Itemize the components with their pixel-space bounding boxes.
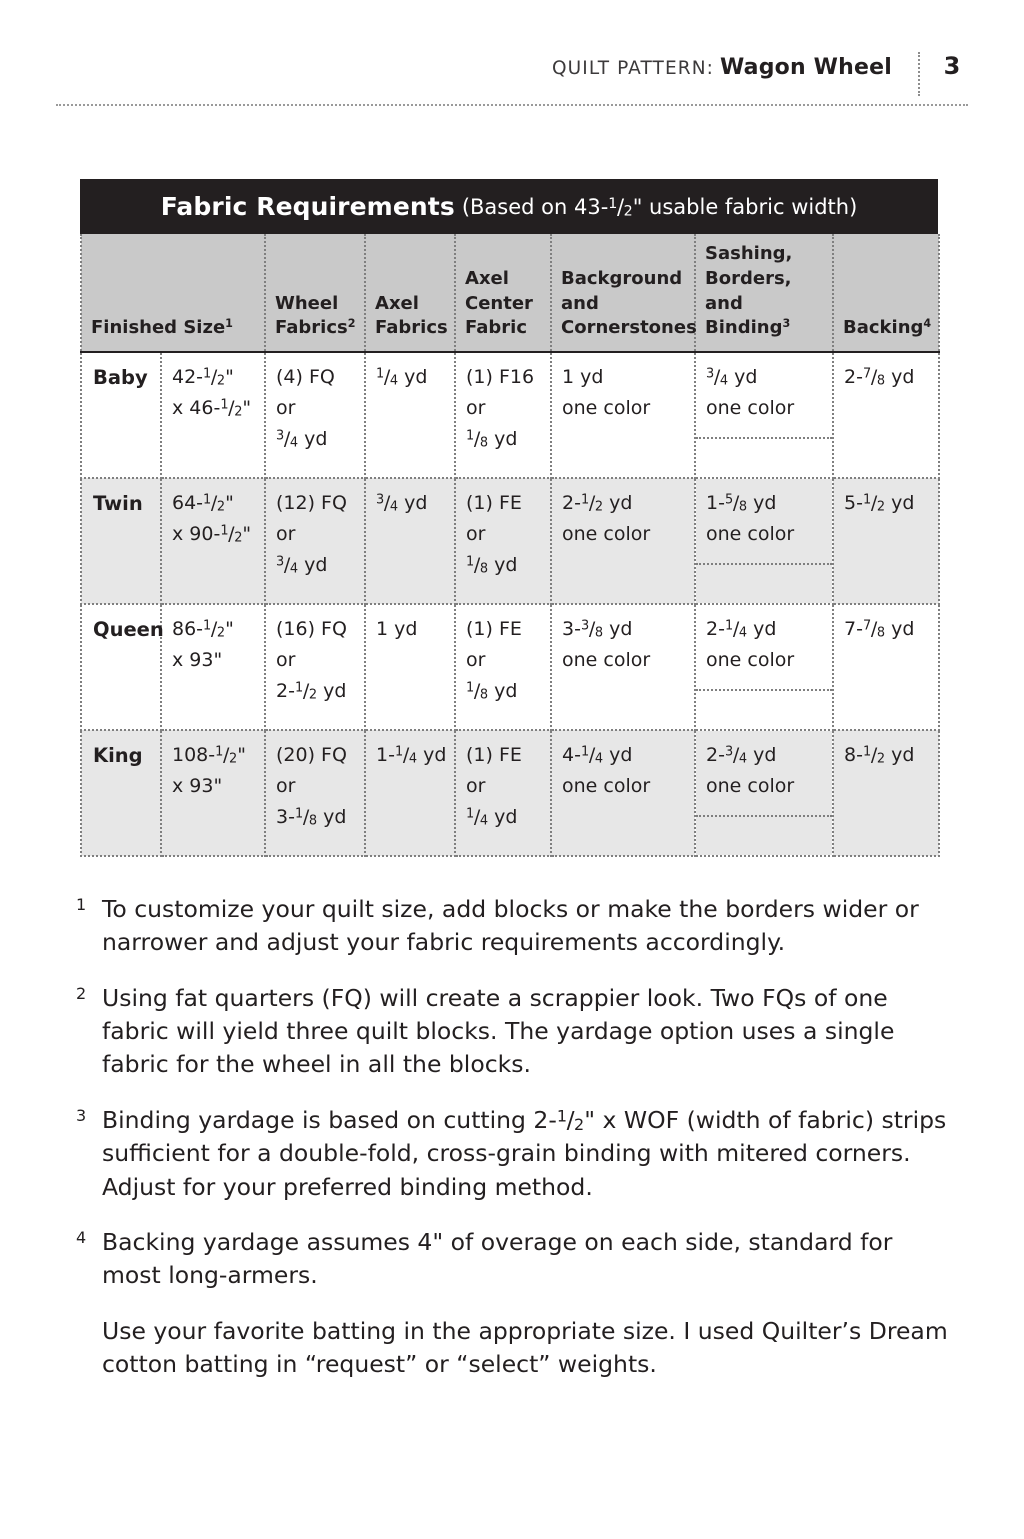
- cell-line: $3-^3/_8$ yd: [562, 618, 633, 641]
- col-header-background-cornerstones-label: Background and Cornerstones: [561, 267, 697, 339]
- sashing-sub-divider: [696, 689, 832, 691]
- cell-line: (1) FE: [466, 618, 522, 641]
- table-title: Fabric Requirements: [160, 192, 455, 221]
- cell-background-cornerstones: [551, 478, 695, 604]
- footnote-text: Using fat quarters (FQ) will create a scrappier look. Two FQs of one fabric will yield three quilt blocks. The yardage option uses a single fabric for the wheel in all the blocks.: [102, 983, 895, 1079]
- footnote-text: Binding yardage is based on cutting $2-^1/_2$" x WOF (width of fabric) strips sufficient for a double-fold, cross-grain binding with mitered corners. Adjust for your preferred binding method.: [102, 1105, 947, 1201]
- sashing-sub-divider: [696, 815, 832, 817]
- cell-sashing-borders-binding: [695, 352, 833, 478]
- header-separator-rule: [918, 52, 920, 96]
- table-subtitle-prefix: (Based on 43-: [461, 194, 609, 219]
- cell-line: (1) FE: [466, 492, 522, 515]
- requirements-grid: [80, 234, 940, 857]
- cell-finished-size: [161, 604, 265, 730]
- footnote: [76, 893, 956, 960]
- table-body: [81, 352, 939, 856]
- col-header-axel-center-fabric-label: Axel Center Fabric: [465, 267, 533, 339]
- cell-line: or: [466, 649, 486, 672]
- cell-sashing-borders-binding: [695, 478, 833, 604]
- cell-line: 1 yd: [376, 618, 418, 641]
- cell-background-cornerstones: [551, 352, 695, 478]
- fabric-requirements-table: [80, 179, 938, 857]
- footnote-text: To customize your quilt size, add blocks or make the borders wider or narrower and adjust your fabric requirements accordingly.: [102, 895, 919, 957]
- cell-line: or: [276, 775, 296, 798]
- cell-line: $5-^1/_2$ yd: [844, 492, 915, 515]
- table-head: [81, 234, 939, 352]
- col-header-sashing-borders-binding: [695, 234, 833, 352]
- cell-line: one color: [706, 775, 795, 798]
- footnote: [76, 1104, 956, 1204]
- cell-line: (16) FQ: [276, 618, 347, 641]
- cell-line: $^3/_4$ yd: [706, 366, 758, 389]
- cell-line: x 93": [172, 775, 223, 798]
- cell-line: one color: [706, 523, 795, 546]
- cell-axel-center-fabric: [455, 478, 551, 604]
- cell-line: (20) FQ: [276, 744, 347, 767]
- footnote-marker: 1: [76, 895, 87, 914]
- cell-line: (1) FE: [466, 744, 522, 767]
- cell-line: one color: [706, 397, 795, 420]
- footnote: [76, 1226, 956, 1293]
- footnote-marker: 2: [76, 983, 87, 1003]
- cell-wheel-fabrics: [265, 352, 365, 478]
- cell-wheel-fabrics: [265, 604, 365, 730]
- cell-line: $42-^1/_2$": [172, 366, 234, 389]
- header-row: [81, 234, 939, 352]
- footnotes-list: [76, 893, 956, 1403]
- cell-line: $1-^5/_8$ yd: [706, 492, 777, 515]
- cell-line: or: [466, 397, 486, 420]
- table-row: [81, 604, 939, 730]
- table-row: [81, 730, 939, 856]
- cell-line: x 93": [172, 649, 223, 672]
- cell-line: (1) F16: [466, 366, 535, 389]
- col-header-axel-center-fabric: [455, 234, 551, 352]
- footnote-marker: 4: [76, 1227, 87, 1247]
- cell-line: $^3/_4$ yd: [276, 553, 328, 577]
- table-row: [81, 352, 939, 478]
- cell-axel-center-fabric: [455, 730, 551, 856]
- cell-finished-size: [161, 730, 265, 856]
- cell-line: (12) FQ: [276, 492, 347, 515]
- table-subtitle-suffix: " usable fabric width): [632, 194, 858, 219]
- cell-line: $4-^1/_4$ yd: [562, 744, 633, 767]
- sashing-sub-divider: [696, 563, 832, 565]
- col-header-background-cornerstones: [551, 234, 695, 352]
- table-subtitle: [462, 195, 857, 219]
- cell-line: or: [466, 775, 486, 798]
- cell-size-name: Queen: [81, 604, 161, 730]
- col-header-axel-fabrics: [365, 234, 455, 352]
- cell-line: $2-^1/_2$ yd: [562, 492, 633, 515]
- page-number: 3: [943, 52, 961, 80]
- col-header-backing-note: 4: [923, 317, 932, 331]
- cell-line: $7-^7/_8$ yd: [844, 618, 915, 641]
- col-header-sashing-borders-binding-label: Sashing, Borders, and Binding: [705, 243, 793, 339]
- cell-wheel-fabrics: [265, 730, 365, 856]
- cell-finished-size: [161, 352, 265, 478]
- cell-line: $2-^7/_8$ yd: [844, 366, 915, 389]
- footnote: [76, 982, 956, 1082]
- header-row: [56, 52, 968, 96]
- col-header-sashing-note: 3: [782, 317, 791, 331]
- cell-background-cornerstones: [551, 604, 695, 730]
- col-header-finished-size: [81, 234, 265, 352]
- cell-axel-center-fabric: [455, 604, 551, 730]
- cell-background-cornerstones: [551, 730, 695, 856]
- cell-line: $^3/_4$ yd: [376, 492, 428, 515]
- cell-axel-fabrics: [365, 352, 455, 478]
- col-header-axel-fabrics-label: Axel Fabrics: [375, 292, 448, 339]
- cell-finished-size: [161, 478, 265, 604]
- footnote-text: Use your favorite batting in the appropriate size. I used Quilter’s Dream cotton batting in “request” or “select” weights.: [102, 1316, 948, 1378]
- cell-wheel-fabrics: [265, 478, 365, 604]
- cell-line: one color: [706, 649, 795, 672]
- cell-line: one color: [562, 523, 651, 546]
- cell-size-name: Twin: [81, 478, 161, 604]
- footnote-text: Backing yardage assumes 4" of overage on each side, standard for most long-armers.: [102, 1227, 893, 1290]
- cell-line: $^1/_4$ yd: [376, 366, 428, 389]
- cell-line: $^1/_8$ yd: [466, 427, 518, 451]
- table-row: [81, 478, 939, 604]
- cell-line: x $46-^1/_2$": [172, 397, 252, 420]
- cell-line: or: [276, 397, 296, 420]
- col-header-wheel-fabrics: [265, 234, 365, 352]
- col-header-finished-size-note: 1: [225, 317, 233, 331]
- cell-sashing-borders-binding: [695, 604, 833, 730]
- cell-line: $^1/_8$ yd: [466, 679, 518, 703]
- cell-line: one color: [562, 775, 651, 798]
- cell-line: $^3/_4$ yd: [276, 427, 328, 451]
- cell-line: $86-^1/_2$": [172, 618, 234, 641]
- footnote: [76, 1315, 956, 1382]
- cell-line: $^1/_8$ yd: [466, 553, 518, 577]
- cell-line: $^1/_4$ yd: [466, 805, 518, 829]
- cell-line: (4) FQ: [276, 366, 335, 389]
- cell-axel-fabrics: [365, 478, 455, 604]
- cell-line: 1 yd: [562, 366, 604, 389]
- cell-size-name: King: [81, 730, 161, 856]
- cell-backing: [833, 604, 939, 730]
- page-running-header: [56, 52, 968, 104]
- col-header-wheel-fabrics-note: 2: [347, 317, 356, 331]
- header-label: QUILT PATTERN:: [551, 58, 714, 79]
- table-subtitle-fraction: $^1/_2$: [608, 194, 633, 220]
- sashing-sub-divider: [696, 437, 832, 439]
- cell-sashing-borders-binding: [695, 730, 833, 856]
- cell-line: or: [276, 523, 296, 546]
- cell-line: $2-^1/_2$ yd: [276, 679, 347, 703]
- cell-line: $2-^1/_4$ yd: [706, 618, 777, 641]
- cell-line: or: [466, 523, 486, 546]
- cell-backing: [833, 730, 939, 856]
- cell-line: one color: [562, 397, 651, 420]
- col-header-wheel-fabrics-label: Wheel Fabrics: [275, 292, 348, 339]
- col-header-backing: [833, 234, 939, 352]
- col-header-finished-size-label: Finished Size: [91, 317, 226, 339]
- cell-size-name: Baby: [81, 352, 161, 478]
- cell-line: $108-^1/_2$": [172, 744, 246, 767]
- cell-line: $2-^3/_4$ yd: [706, 744, 777, 767]
- cell-line: $64-^1/_2$": [172, 492, 234, 515]
- header-pattern-title: Wagon Wheel: [719, 55, 892, 80]
- cell-axel-fabrics: [365, 604, 455, 730]
- cell-axel-fabrics: [365, 730, 455, 856]
- footnote-marker: 3: [76, 1105, 87, 1125]
- cell-line: one color: [562, 649, 651, 672]
- header-horizontal-rule: [56, 104, 968, 106]
- col-header-backing-label: Backing: [843, 317, 924, 339]
- cell-backing: [833, 478, 939, 604]
- cell-line: $8-^1/_2$ yd: [844, 744, 915, 767]
- cell-backing: [833, 352, 939, 478]
- table-title-bar: [80, 179, 938, 234]
- cell-line: $1-^1/_4$ yd: [376, 744, 447, 767]
- cell-line: x $90-^1/_2$": [172, 523, 252, 546]
- cell-line: $3-^1/_8$ yd: [276, 805, 347, 829]
- cell-line: or: [276, 649, 296, 672]
- cell-axel-center-fabric: [455, 352, 551, 478]
